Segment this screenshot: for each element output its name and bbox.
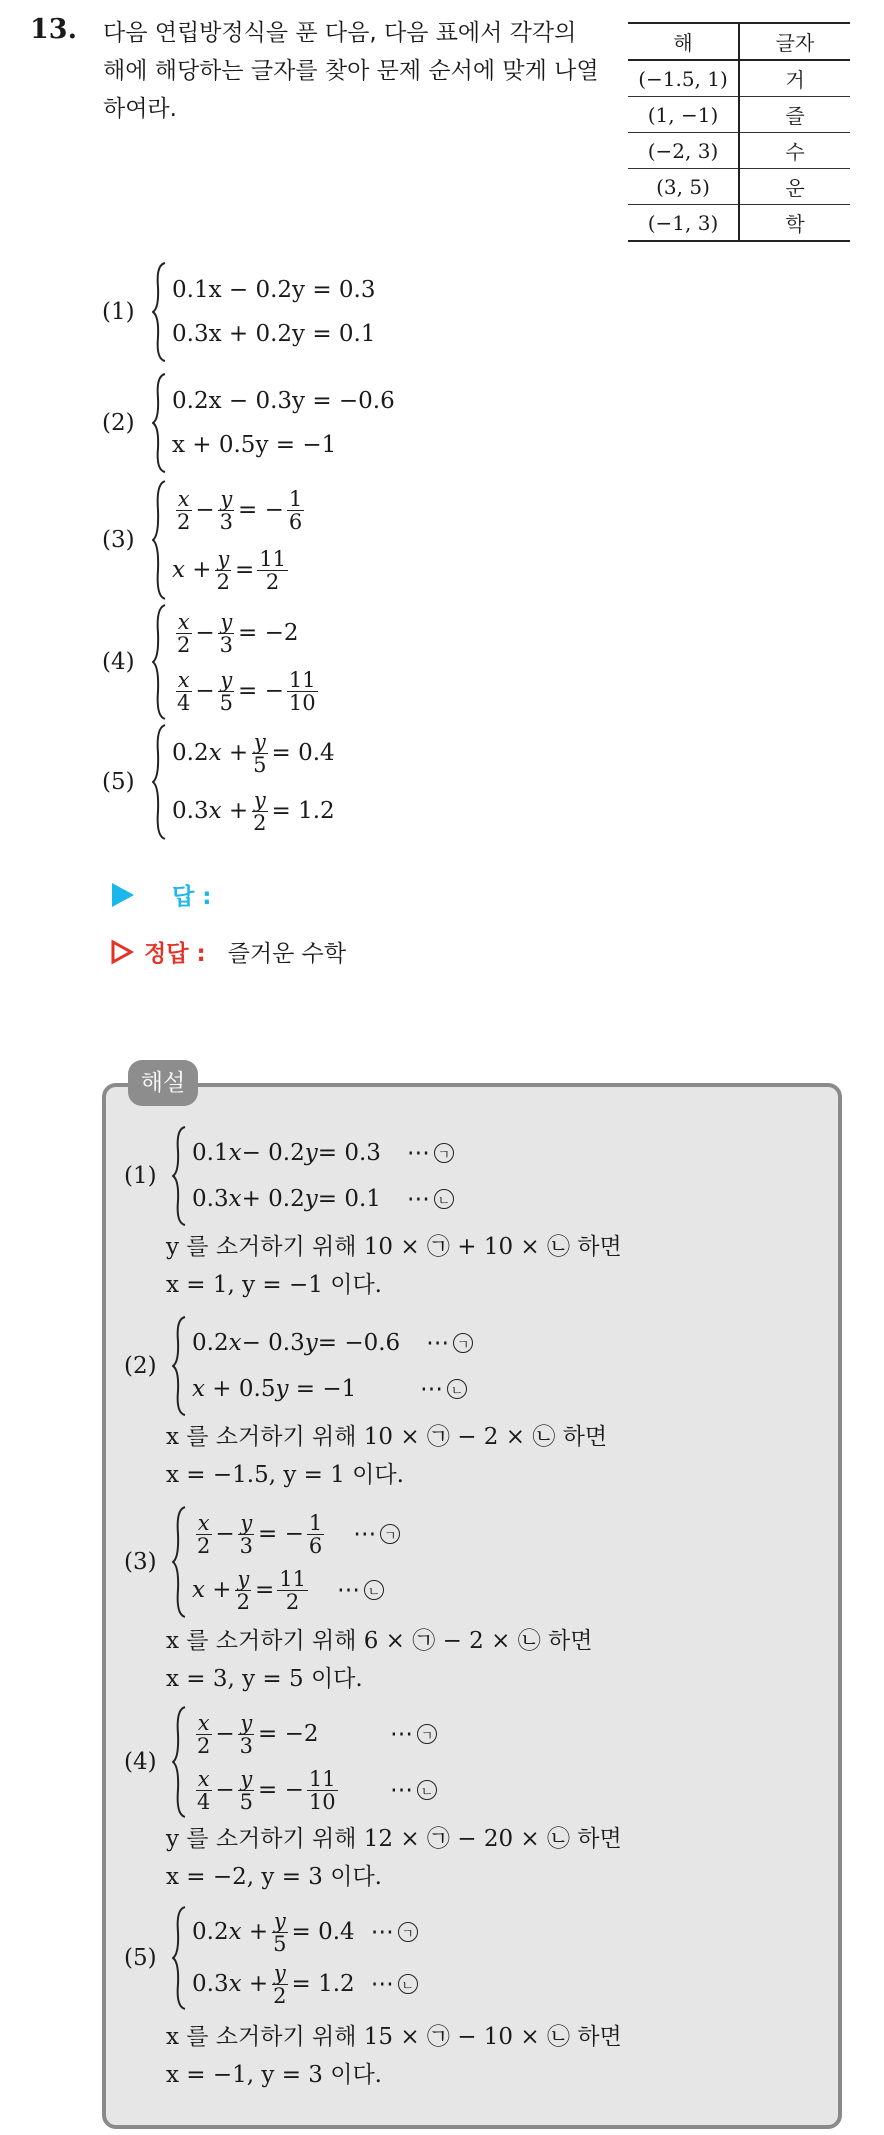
brace-icon <box>172 1906 186 2010</box>
circled-mark-icon: ㄱ <box>398 1922 418 1942</box>
circled-mark-icon: ㄴ <box>417 1780 437 1800</box>
problem-number: 13. <box>30 14 77 45</box>
brace-icon <box>172 1506 186 1618</box>
correct-answer-row <box>110 935 346 968</box>
brace-icon <box>152 262 166 362</box>
correct-answer-value: 즐거운 수학 <box>227 941 347 967</box>
explanation-system-3 <box>124 1506 400 1618</box>
table-cell-solution: (3, 5) <box>628 169 739 205</box>
table-cell-solution: (−1.5, 1) <box>628 60 739 97</box>
explanation-note: y 를 소거하기 위해 10 × ㉠ + 10 × ㉡ 하면 <box>166 1234 622 1260</box>
system-4 <box>102 604 321 720</box>
table-cell-solution: (−2, 3) <box>628 133 739 169</box>
equation: 0.3 x + $\frac{y}{2}$ = 1.2 ⋯ ㄴ <box>192 1958 418 2010</box>
system-label: (3) <box>102 527 135 553</box>
explanation-result: x = −1, y = 3 이다. <box>166 2062 382 2088</box>
table-cell-char: 수 <box>739 133 850 169</box>
circled-mark-icon: ㄱ <box>417 1724 437 1744</box>
equation: $\frac{x}{4}$ − $\frac{y}{5}$ = − $\frac{11}{10}$ ⋯ ㄴ <box>192 1762 437 1818</box>
system-5 <box>102 724 335 840</box>
explanation-tab: 해설 <box>128 1060 198 1106</box>
explanation-result: x = 3, y = 5 이다. <box>166 1666 363 1692</box>
equation: $\frac{x}{4}$ − $\frac{y}{5}$ = − $\frac{11}{10}$ <box>177 667 316 715</box>
equation: x + 0.5y = −1 ⋯ ㄴ <box>192 1366 473 1412</box>
system-label: (5) <box>102 769 135 795</box>
equation: 0.3 x + $\frac{y}{2}$ = 1.2 <box>172 787 335 835</box>
equation: 0.2 x + $\frac{y}{5}$ = 0.4 <box>172 729 335 777</box>
table-cell-solution: (1, −1) <box>628 97 739 133</box>
explanation-system-1 <box>124 1126 454 1226</box>
brace-icon <box>172 1126 186 1226</box>
brace-icon <box>152 480 166 600</box>
solution-table <box>628 22 850 242</box>
equation: 0.2 x − 0.3 y = −0.6 ⋯ ㄱ <box>192 1320 473 1366</box>
equation: 0.2x − 0.3y = −0.6 <box>172 388 395 414</box>
circled-mark-icon: ㄴ <box>447 1379 467 1399</box>
system-label: (3) <box>124 1549 157 1575</box>
table-header-row <box>628 23 850 60</box>
brace-icon <box>172 1316 186 1416</box>
circled-mark-icon: ㄱ <box>434 1143 454 1163</box>
equation: $\frac{x}{2}$ − $\frac{y}{3}$ = − $\frac{1}{6}$ <box>177 486 303 534</box>
table-row <box>628 169 850 205</box>
equation: $\frac{x}{2}$ − $\frac{y}{3}$ = −2 ⋯ ㄱ <box>192 1706 437 1762</box>
equation: 0.1 x − 0.2 y = 0.3 ⋯ ㄱ <box>192 1130 454 1176</box>
table-header-char: 글자 <box>739 23 850 60</box>
system-label: (4) <box>102 649 135 675</box>
brace-icon <box>172 1706 186 1818</box>
answer-row <box>112 878 211 911</box>
equation: 0.3x + 0.2y = 0.1 <box>172 321 376 347</box>
circled-mark-icon: ㄱ <box>380 1524 400 1544</box>
system-3 <box>102 480 307 600</box>
circled-mark-icon: ㄴ <box>434 1189 454 1209</box>
circled-mark-icon: ㄴ <box>398 1974 418 1994</box>
answer-label: 답 : <box>172 884 212 910</box>
equation: 0.2 x + $\frac{y}{5}$ = 0.4 ⋯ ㄱ <box>192 1906 418 1958</box>
equation: 0.1x − 0.2y = 0.3 <box>172 277 376 303</box>
system-label: (2) <box>102 410 135 436</box>
explanation-note: y 를 소거하기 위해 12 × ㉠ − 20 × ㉡ 하면 <box>166 1826 622 1852</box>
equation: $\frac{x}{2}$ − $\frac{y}{3}$ = −2 <box>177 609 299 657</box>
table-cell-char: 운 <box>739 169 850 205</box>
equation: x + 0.5y = −1 <box>172 432 337 458</box>
explanation-system-4 <box>124 1706 437 1818</box>
table-cell-char: 학 <box>739 205 850 242</box>
table-row <box>628 60 850 97</box>
system-label: (1) <box>102 299 135 325</box>
explanation-system-2 <box>124 1316 473 1416</box>
brace-icon <box>152 604 166 720</box>
explanation-system-5 <box>124 1906 418 2010</box>
explanation-result: x = −2, y = 3 이다. <box>166 1864 382 1890</box>
table-row <box>628 205 850 242</box>
system-label: (5) <box>124 1945 157 1971</box>
correct-answer-label: 정답 : <box>144 941 206 967</box>
brace-icon <box>152 373 166 473</box>
table-cell-char: 즐 <box>739 97 850 133</box>
system-1 <box>102 262 376 362</box>
table-header-solution: 해 <box>628 23 739 60</box>
system-label: (4) <box>124 1749 157 1775</box>
circled-mark-icon: ㄴ <box>364 1580 384 1600</box>
table-row <box>628 97 850 133</box>
explanation-result: x = −1.5, y = 1 이다. <box>166 1462 404 1488</box>
equation: x + $\frac{y}{2}$ = $\frac{11}{2}$ <box>172 546 286 594</box>
equation: x + $\frac{y}{2}$ = $\frac{11}{2}$ ⋯ ㄴ <box>192 1562 400 1618</box>
explanation-result: x = 1, y = −1 이다. <box>166 1272 382 1298</box>
table-row <box>628 133 850 169</box>
brace-icon <box>152 724 166 840</box>
problem-text: 다음 연립방정식을 푼 다음, 다음 표에서 각각의 해에 해당하는 글자를 찾아 문제 순서에 맞게 나열하여라. <box>103 20 599 122</box>
circled-mark-icon: ㄱ <box>453 1333 473 1353</box>
system-label: (2) <box>124 1353 157 1379</box>
equation: $\frac{x}{2}$ − $\frac{y}{3}$ = − $\frac{1}{6}$ ⋯ ㄱ <box>192 1506 400 1562</box>
explanation-note: x 를 소거하기 위해 15 × ㉠ − 10 × ㉡ 하면 <box>166 2024 622 2050</box>
outline-triangle-icon <box>110 939 134 965</box>
table-cell-char: 거 <box>739 60 850 97</box>
explanation-note: x 를 소거하기 위해 10 × ㉠ − 2 × ㉡ 하면 <box>166 1424 608 1450</box>
equation: 0.3 x + 0.2 y = 0.1 ⋯ ㄴ <box>192 1176 454 1222</box>
play-triangle-icon <box>112 883 134 907</box>
explanation-note: x 를 소거하기 위해 6 × ㉠ − 2 × ㉡ 하면 <box>166 1628 593 1654</box>
system-label: (1) <box>124 1163 157 1189</box>
system-2 <box>102 373 395 473</box>
table-cell-solution: (−1, 3) <box>628 205 739 242</box>
